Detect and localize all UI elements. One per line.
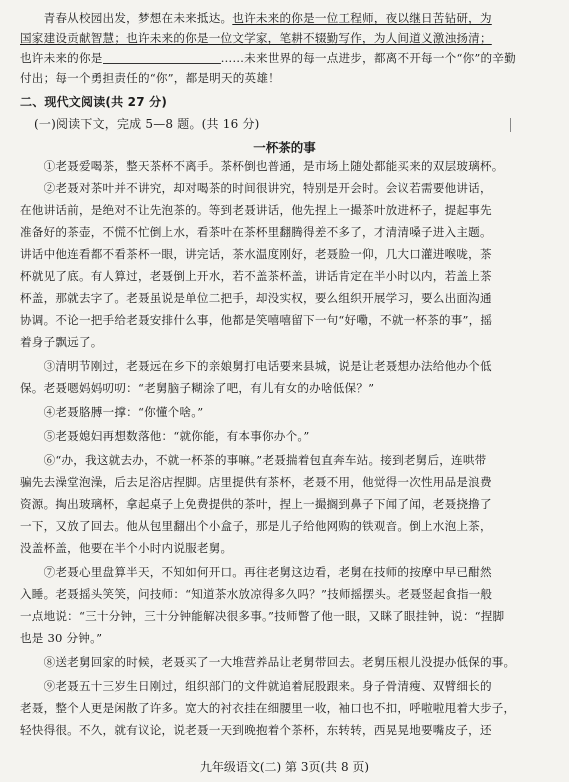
article-line: ④老聂胳膊一撑：“你懂个啥。”	[20, 405, 204, 419]
article-line: 着身子飘远了。	[20, 335, 103, 349]
article-line: 讲话中他连看都不看茶杯一眼，讲完话，茶水温度刚好，老聂脸一仰，几大口灌进喉咙，茶	[20, 247, 492, 261]
article-title: 一杯茶的事	[253, 140, 316, 155]
intro-underlined-text: 国家建设贡献智慧；也许未来的你是一位文学家，笔耕不辍勤写作，为人间道义激浊扬清；	[20, 31, 492, 45]
article-line: ②老聂对茶叶并不讲究，却对喝茶的时间很讲究，特别是开会时。会议若需要他讲话，	[20, 181, 492, 195]
article-line: 准备好的茶壶，不慌不忙倒上水，看茶叶在茶杯里翻腾得差不多了，才清清嗓子进入主题。	[20, 225, 492, 239]
intro-line-3	[20, 50, 549, 66]
article-line: 一下，又放了回去。他从包里翻出个小盒子，那是儿子给他网购的铁观音。倒上水泡上茶，	[20, 519, 492, 533]
article-line: 一点地说：“三十分钟，三十分钟能解决很多事。”技师瞥了他一眼，又眯了眼挂钟，说：“捏脚	[20, 609, 505, 623]
section-heading: 二、现代文阅读(共 27 分)	[20, 95, 168, 109]
page-footer: 九年级语文(二) 第 3页(共 8 页)	[199, 760, 370, 774]
article-line: 老聂，整个人更是闲散了许多。宽大的衬衣挂在细腰里一收，袖口也不扣，呼啦啦甩着大步子，	[20, 701, 516, 715]
article-line: 杯就见了底。有人算过，老聂倒上开水，若不盖茶杯盖，讲话肯定在半小时以内，若盖上茶	[20, 269, 492, 283]
article-line: 也是 30 分钟。”	[20, 631, 103, 645]
article-line: ⑧送老舅回家的时候，老聂买了一大堆营养品让老舅带回去。老舅压根儿没提办低保的事。	[20, 655, 516, 669]
intro-line-4	[20, 70, 549, 86]
article-line: 骗先去澡堂泡澡，后去足浴店捏脚。店里提供有茶杯，老聂不用，他觉得一次性用品是浪费	[20, 475, 492, 489]
article-line: 保。老聂嗯妈妈叨叨：“老舅脑子糊涂了吧，有儿有女的办啥低保？”	[20, 381, 375, 395]
article-line: ⑥“办，我这就去办，不就一杯茶的事嘛。”老聂揣着包直奔车站。接到老舅后，连哄带	[20, 453, 487, 467]
intro-text: ……未来世界的每一点进步，都离不开每一个“你”的辛勤	[220, 51, 516, 65]
intro-text: 青春从校园出发，梦想在未来抵达。	[20, 11, 233, 25]
article-line: 协调。不论一把手给老聂安排什么事，他都是笑嘻嘻留下一句“好嘞，不就一杯茶的事”，摇	[20, 313, 493, 327]
margin-mark	[510, 118, 511, 132]
article-line: ⑦老聂心里盘算半天，不知如何开口。再往老舅这边看，老舅在技师的按摩中早已酣然	[20, 565, 492, 579]
article-line: ⑤老聂媳妇再想数落他：“就你能，有本事你办个。”	[20, 429, 310, 443]
subsection-heading: (一)阅读下文，完成 5—8 题。(共 16 分)	[34, 117, 260, 131]
article-line: 杯盖，那就去字了。老聂虽说是单位二把手，却没实权，要么组织开展学习，要么出面沟通	[20, 291, 492, 305]
article-line: ⑨老聂五十三岁生日刚过，组织部门的文件就追着屁股跟来。身子骨清瘦、双臂细长的	[20, 679, 492, 693]
article-line: 资源。掏出玻璃杯，拿起桌子上免费提供的茶叶，捏上一撮搁到鼻子下闻了闻，老聂挠撸了	[20, 497, 492, 511]
intro-line-1	[20, 10, 549, 26]
article-line: 在他讲话前，是绝对不让先泡茶的。等到老聂讲话，他先捏上一撮茶叶放进杯子，提起事先	[20, 203, 492, 217]
intro-line-2	[20, 30, 549, 46]
article-line: ①老聂爱喝茶，整天茶杯不离手。茶杯倒也普通，是市场上随处都能买来的双层玻璃杯。	[20, 159, 504, 173]
article-line: 轻快得很。不久，就有议论，说老聂一天到晚抱着个茶杯，东转转，西晃晃地要嘴皮子，还	[20, 723, 492, 737]
intro-text: 也许未来的你是	[20, 51, 103, 65]
intro-underlined-text: 也许未来的你是一位工程师，夜以继日苦钻研，为	[232, 11, 492, 25]
answer-blank[interactable]	[103, 51, 221, 64]
article-line: 入睡。老聂摇头笑笑，问技师：“知道茶水放凉得多久吗？”技师摇摆头。老聂竖起食指一般	[20, 587, 493, 601]
article-line: ③清明节刚过，老聂远在乡下的亲娘舅打电话要来县城，说是让老聂想办法给他办个低	[20, 359, 492, 373]
intro-text: 付出；每一个勇担责任的“你”，都是明天的英雄！	[20, 71, 280, 85]
article-line: 没盖杯盖，他要在半个小时内说服老舅。	[20, 541, 233, 555]
